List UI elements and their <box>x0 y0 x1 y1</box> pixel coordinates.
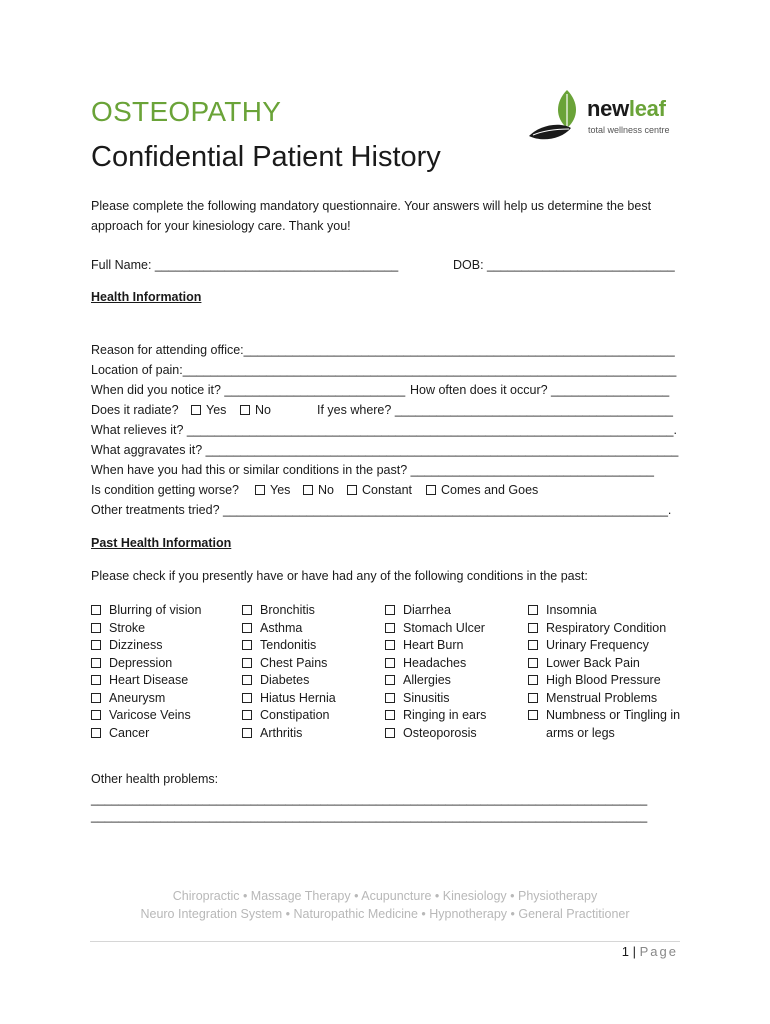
checkbox[interactable] <box>385 623 395 633</box>
checkbox[interactable] <box>385 605 395 615</box>
checkbox[interactable] <box>91 640 101 650</box>
checkbox[interactable] <box>242 658 252 668</box>
conditions-column-2 <box>242 602 336 742</box>
radiate-where-field[interactable]: If yes where? ________________________________________ <box>317 403 673 417</box>
checkbox[interactable] <box>303 485 313 495</box>
radiate-row <box>91 403 179 417</box>
condition-item[interactable]: Dizziness <box>91 637 201 655</box>
condition-item[interactable]: Blurring of vision <box>91 602 201 620</box>
checkbox[interactable] <box>528 605 538 615</box>
condition-item[interactable]: Lower Back Pain <box>528 655 680 673</box>
condition-item[interactable]: Depression <box>91 655 201 673</box>
condition-item[interactable]: Bronchitis <box>242 602 336 620</box>
checkbox[interactable] <box>385 710 395 720</box>
notice-field[interactable]: When did you notice it? __________________________ <box>91 383 406 397</box>
worse-constant-option[interactable]: Constant <box>347 483 412 497</box>
checkbox[interactable] <box>242 693 252 703</box>
other-health-line-1[interactable]: ________________________________________________________________________________ <box>91 792 648 806</box>
health-info-heading: Health Information <box>91 290 202 304</box>
checkbox[interactable] <box>528 710 538 720</box>
condition-item[interactable]: Aneurysm <box>91 690 201 708</box>
condition-item[interactable]: Allergies <box>385 672 486 690</box>
document-subtitle: Confidential Patient History <box>91 141 441 173</box>
worse-comes-goes-option[interactable]: Comes and Goes <box>426 483 538 497</box>
checkbox[interactable] <box>91 605 101 615</box>
checkbox[interactable] <box>528 675 538 685</box>
reason-field[interactable]: Reason for attending office:______________________________________________________________ <box>91 343 675 357</box>
similar-conditions-field[interactable]: When have you had this or similar conditions in the past? ___________________________________ <box>91 463 654 477</box>
footer-services-line-2: Neuro Integration System • Naturopathic Medicine • Hypnotherapy • General Practitioner <box>140 907 630 921</box>
checkbox[interactable] <box>528 623 538 633</box>
checkbox[interactable] <box>240 405 250 415</box>
dob-field[interactable]: DOB: ___________________________ <box>453 258 675 272</box>
location-field[interactable]: Location of pain:_______________________________________________________________________ <box>91 363 677 377</box>
checkbox[interactable] <box>528 640 538 650</box>
conditions-column-4 <box>528 602 680 742</box>
newleaf-logo <box>527 88 687 144</box>
checkbox[interactable] <box>426 485 436 495</box>
condition-item[interactable]: Diabetes <box>242 672 336 690</box>
condition-item[interactable]: Diarrhea <box>385 602 486 620</box>
checkbox[interactable] <box>385 658 395 668</box>
checkbox[interactable] <box>385 675 395 685</box>
condition-item[interactable]: Tendonitis <box>242 637 336 655</box>
checkbox[interactable] <box>385 640 395 650</box>
checkbox[interactable] <box>385 728 395 738</box>
checkbox[interactable] <box>242 710 252 720</box>
condition-item[interactable]: Chest Pains <box>242 655 336 673</box>
checkbox[interactable] <box>242 640 252 650</box>
checkbox[interactable] <box>347 485 357 495</box>
other-health-label: Other health problems: <box>91 772 219 786</box>
condition-item[interactable]: Hiatus Hernia <box>242 690 336 708</box>
condition-item[interactable]: High Blood Pressure <box>528 672 680 690</box>
document-title: OSTEOPATHY <box>91 96 282 127</box>
other-health-line-2[interactable]: ________________________________________________________________________________ <box>91 809 648 823</box>
worse-label: Is condition getting worse? <box>91 483 240 497</box>
past-health-heading: Past Health Information <box>91 536 232 550</box>
full-name-field[interactable]: Full Name: ___________________________________ <box>91 258 399 272</box>
logo-tagline: total wellness centre <box>588 125 670 135</box>
checkbox[interactable] <box>91 623 101 633</box>
checkbox[interactable] <box>242 623 252 633</box>
condition-item[interactable]: Heart Disease <box>91 672 201 690</box>
aggravates-field[interactable]: What aggravates it? ____________________________________________________________________ <box>91 443 679 457</box>
other-treatments-field[interactable]: Other treatments tried? ________________________________________________________________. <box>91 503 672 517</box>
page-number: 1 | Page <box>621 944 678 959</box>
checkbox[interactable] <box>255 485 265 495</box>
checkbox[interactable] <box>91 693 101 703</box>
conditions-column-3 <box>385 602 486 742</box>
checkbox[interactable] <box>528 693 538 703</box>
condition-item-continued: arms or legs <box>546 725 615 740</box>
condition-item[interactable]: Numbness or Tingling in <box>528 707 680 725</box>
condition-item[interactable]: Osteoporosis <box>385 725 486 743</box>
checkbox[interactable] <box>91 658 101 668</box>
radiate-label: Does it radiate? <box>91 403 179 417</box>
condition-item[interactable]: Heart Burn <box>385 637 486 655</box>
radiate-yes-option[interactable]: Yes <box>191 403 226 417</box>
checkbox[interactable] <box>242 675 252 685</box>
condition-item[interactable]: Respiratory Condition <box>528 620 680 638</box>
frequency-field[interactable]: How often does it occur? _________________ <box>410 383 670 397</box>
radiate-no-option[interactable]: No <box>240 403 271 417</box>
condition-item[interactable]: Arthritis <box>242 725 336 743</box>
checkbox[interactable] <box>242 728 252 738</box>
logo-wordmark: newleaf <box>587 96 666 121</box>
leaf-logo-icon <box>527 88 587 144</box>
relieves-field[interactable]: What relieves it? ______________________________________________________________________. <box>91 423 677 437</box>
condition-item[interactable]: Urinary Frequency <box>528 637 680 655</box>
condition-item[interactable]: Cancer <box>91 725 201 743</box>
checkbox[interactable] <box>91 728 101 738</box>
condition-item[interactable]: Headaches <box>385 655 486 673</box>
worse-no-option[interactable]: No <box>303 483 334 497</box>
condition-item[interactable]: Sinusitis <box>385 690 486 708</box>
condition-item[interactable]: Menstrual Problems <box>528 690 680 708</box>
condition-item[interactable]: Asthma <box>242 620 336 638</box>
checkbox[interactable] <box>91 675 101 685</box>
checkbox[interactable] <box>385 693 395 703</box>
checkbox[interactable] <box>528 658 538 668</box>
worse-yes-option[interactable]: Yes <box>255 483 290 497</box>
condition-item[interactable]: Insomnia <box>528 602 680 620</box>
footer-services-line-1: Chiropractic • Massage Therapy • Acupuncture • Kinesiology • Physiotherapy <box>172 889 598 903</box>
checkbox[interactable] <box>242 605 252 615</box>
condition-item[interactable]: Varicose Veins <box>91 707 201 725</box>
condition-item[interactable]: Stomach Ulcer <box>385 620 486 638</box>
checkbox[interactable] <box>191 405 201 415</box>
intro-paragraph: Please complete the following mandatory questionnaire. Your answers will help us determine the best approach for your kinesiology care. Thank you! <box>91 199 652 233</box>
checkbox[interactable] <box>91 710 101 720</box>
conditions-column-1 <box>91 602 201 742</box>
condition-item[interactable]: Stroke <box>91 620 201 638</box>
conditions-instruction: Please check if you presently have or have had any of the following conditions in the past: <box>91 569 588 583</box>
condition-item[interactable]: Constipation <box>242 707 336 725</box>
footer-divider <box>90 941 680 942</box>
condition-item[interactable]: Ringing in ears <box>385 707 486 725</box>
